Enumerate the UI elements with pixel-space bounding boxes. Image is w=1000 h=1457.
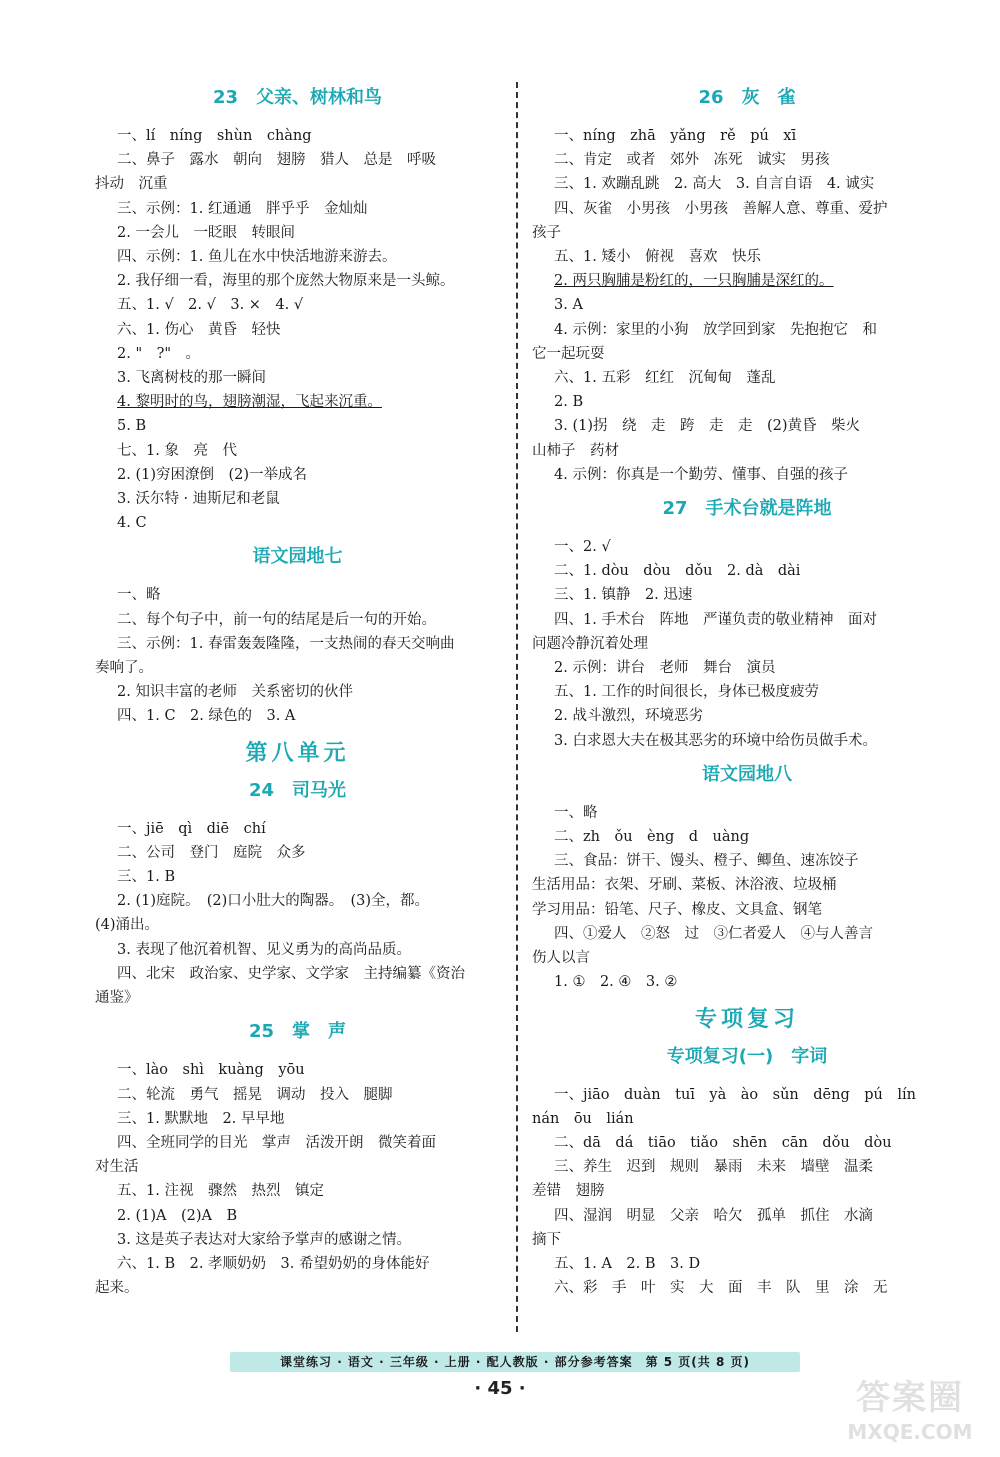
answer-line: 一、jiē qì diē chí (117, 820, 266, 837)
section-title-26: 26 灰 雀 (698, 87, 796, 108)
answer-line: 2. (1)穷困潦倒 (2)一举成名 (117, 466, 308, 483)
garden-8-answers (532, 801, 962, 995)
answer-line: 山柿子 药材 (532, 442, 619, 459)
answer-line: 3. 这是英子表达对大家给予掌声的感谢之情。 (117, 1231, 411, 1248)
answer-line: 四、北宋 政治家、史学家、文学家 主持编纂《资治 (117, 965, 465, 982)
answer-line: 三、示例：1. 春雷轰轰隆隆，一支热闹的春天交响曲 (117, 635, 455, 652)
answer-line: 1. ① 2. ④ 3. ② (554, 974, 678, 991)
answer-line: 三、1. 默默地 2. 早早地 (117, 1110, 285, 1127)
answer-line: 它一起玩耍 (532, 345, 605, 362)
answer-line: 四、1. C 2. 绿色的 3. A (117, 708, 296, 725)
answer-line: 摘下 (532, 1231, 561, 1248)
answer-line: 伤人以言 (532, 950, 590, 967)
answer-line: 一、略 (117, 587, 161, 604)
answer-line: 3. 飞离树枝的那一瞬间 (117, 370, 266, 387)
answer-line: 3. 表现了他沉着机智、见义勇为的高尚品质。 (117, 941, 411, 958)
answer-line: nán ōu lián (532, 1110, 634, 1127)
answer-line: 一、lào shì kuàng yōu (117, 1062, 305, 1079)
answer-line: 四、湿润 明显 父亲 哈欠 孤单 抓住 水滴 (554, 1207, 873, 1224)
answer-line: 2. (1)A (2)A B (117, 1207, 238, 1224)
answer-line: 问题冷静沉着处理 (532, 635, 648, 652)
right-column (532, 82, 962, 1300)
answer-line: 三、1. 镇静 2. 迅速 (554, 587, 693, 604)
watermark-text: 答案圈 (856, 1378, 964, 1418)
answer-line: 4. 示例：你真是一个勤劳、懂事、自强的孩子 (554, 466, 848, 483)
answer-line: 5. B (117, 418, 147, 435)
answer-line: 差错 翅膀 (532, 1183, 605, 1200)
answer-line: 六、1. B 2. 孝顺奶奶 3. 希望奶奶的身体能好 (117, 1255, 430, 1272)
answer-line-underlined: 2. 两只胸脯是粉红的，一只胸脯是深红的。 (554, 273, 834, 290)
answer-line: 对生活 (95, 1159, 139, 1176)
answer-line: 2. B (554, 394, 584, 411)
answer-line: 二、dā dá tiāo tiǎo shēn cān dǒu dòu (554, 1134, 892, 1151)
answer-line: 二、zh ǒu èng d uàng (554, 829, 750, 846)
page-number: · 45 · (474, 1378, 526, 1399)
section-title-27: 27 手术台就是阵地 (662, 498, 832, 520)
answer-line: 2. 一会儿 一眨眼 转眼间 (117, 224, 295, 241)
section-title-garden-8: 语文园地八 (702, 763, 792, 785)
answer-line: 五、1. A 2. B 3. D (554, 1255, 701, 1272)
answer-line: 学习用品：铅笔、尺子、橡皮、文具盒、钢笔 (532, 901, 822, 918)
section-title-23: 23 父亲、树林和鸟 (212, 87, 383, 108)
answer-line: 五、1. 矮小 俯视 喜欢 快乐 (554, 249, 761, 266)
answer-line: 孩子 (532, 224, 561, 241)
answer-line: 三、1. B (117, 869, 176, 886)
answer-line: 三、养生 迟到 规则 暴雨 未来 墙壁 温柔 (554, 1159, 873, 1176)
answer-line: 2. (1)庭院。 (2)口小肚大的陶器。 (3)全，都。 (117, 893, 430, 910)
answer-line: 3. (1)拐 绕 走 跨 走 走 (2)黄昏 柴火 (554, 418, 861, 435)
answer-line: 2. " ?" 。 (117, 345, 201, 362)
footer-banner: 课堂练习 · 语文 · 三年级 · 上册 · 配人教版 · 部分参考答案 第 5 页(共 8 页) (230, 1352, 800, 1372)
answer-line: 六、彩 手 叶 实 大 面 丰 队 里 涂 无 (554, 1280, 888, 1297)
answer-line: 三、食品：饼干、馒头、橙子、鲫鱼、速冻饺子 (554, 853, 859, 870)
answer-line: 2. 知识丰富的老师 关系密切的伙伴 (117, 684, 353, 701)
answer-line: 二、鼻子 露水 朝向 翅膀 猎人 总是 呼吸 (117, 152, 436, 169)
section-24-answers (95, 817, 500, 1011)
answer-line-underlined: 4. 黎明时的鸟，翅膀潮湿，飞起来沉重。 (117, 394, 382, 411)
answer-line: 二、每个句子中，前一句的结尾是后一句的开始。 (117, 611, 436, 628)
answer-line: 4. 示例：家里的小狗 放学回到家 先抱抱它 和 (554, 321, 877, 338)
answer-line: 2. 示例：讲台 老师 舞台 演员 (554, 660, 776, 677)
review-1-answers (532, 1083, 962, 1301)
section-23-answers (95, 124, 500, 535)
garden-7-answers (95, 583, 500, 728)
answer-line: 五、1. 注视 骤然 热烈 镇定 (117, 1183, 324, 1200)
answer-line: 生活用品：衣架、牙刷、菜板、沐浴液、垃圾桶 (532, 877, 837, 894)
section-title-25: 25 掌 声 (248, 1021, 347, 1043)
section-title-review-1: 专项复习(一) 字词 (666, 1045, 828, 1067)
section-26-answers (532, 124, 962, 487)
column-divider (516, 82, 518, 1332)
section-title-garden-7: 语文园地七 (252, 546, 343, 568)
answer-line: 七、1. 象 亮 代 (117, 442, 237, 459)
review-unit-title: 专项复习 (694, 1005, 799, 1032)
answer-line: 通鉴》 (95, 990, 139, 1007)
answer-line: 3. 白求恩大夫在极其恶劣的环境中给伤员做手术。 (554, 732, 877, 749)
answer-line: 二、1. dòu dòu dǒu 2. dà dài (554, 563, 801, 580)
answer-line: 六、1. 五彩 红红 沉甸甸 蓬乱 (554, 370, 776, 387)
answer-line: 四、灰雀 小男孩 小男孩 善解人意、尊重、爱护 (554, 200, 888, 217)
answer-line: 二、公司 登门 庭院 众多 (117, 844, 306, 861)
unit-title-8: 第八单元 (245, 739, 350, 766)
answer-line: 四、1. 手术台 阵地 严谨负责的敬业精神 面对 (554, 611, 877, 628)
answer-line: 2. 我仔细一看，海里的那个庞然大物原来是一头鲸。 (117, 273, 455, 290)
section-25-answers (95, 1058, 500, 1300)
answer-line: 一、2. √ (554, 539, 611, 556)
answer-line: 抖动 沉重 (95, 176, 168, 193)
answer-line: (4)涌出。 (95, 917, 160, 934)
answer-line: 四、示例：1. 鱼儿在水中快活地游来游去。 (117, 249, 397, 266)
answer-line: 4. C (117, 515, 147, 532)
answer-line: 奏响了。 (95, 660, 153, 677)
answer-line: 2. 战斗激烈，环境恶劣 (554, 708, 703, 725)
answer-line: 一、jiāo duàn tuī yà ào sǔn dēng pú lín (554, 1086, 916, 1103)
answer-line: 3. A (554, 297, 583, 314)
answer-line: 二、肯定 或者 郊外 冻死 诚实 男孩 (554, 152, 830, 169)
section-title-24: 24 司马光 (248, 779, 347, 801)
answer-line: 三、1. 欢蹦乱跳 2. 高大 3. 自言自语 4. 诚实 (554, 176, 875, 193)
watermark-url: MXQE.COM (847, 1420, 973, 1444)
answer-line: 五、1. 工作的时间很长，身体已极度疲劳 (554, 684, 819, 701)
answer-line: 一、lí níng shùn chàng (117, 128, 312, 144)
answer-line: 一、níng zhā yǎng rě pú xī (554, 128, 797, 144)
answer-line: 一、略 (554, 804, 598, 821)
answer-line: 起来。 (95, 1280, 139, 1297)
section-27-answers (532, 535, 962, 753)
answer-line: 五、1. √ 2. √ 3. × 4. √ (117, 297, 304, 314)
answer-line: 四、①爱人 ②怒 过 ③仁者爱人 ④与人善言 (554, 925, 873, 942)
answer-line: 二、轮流 勇气 摇晃 调动 投入 腿脚 (117, 1086, 393, 1103)
watermark-logo (835, 1370, 985, 1450)
left-column (95, 82, 500, 1300)
answer-line: 三、示例：1. 红通通 胖乎乎 金灿灿 (117, 200, 368, 217)
answer-line: 六、1. 伤心 黄昏 轻快 (117, 321, 281, 338)
answer-line: 3. 沃尔特 · 迪斯尼和老鼠 (117, 491, 280, 508)
answer-line: 四、全班同学的目光 掌声 活泼开朗 微笑着面 (117, 1134, 436, 1151)
